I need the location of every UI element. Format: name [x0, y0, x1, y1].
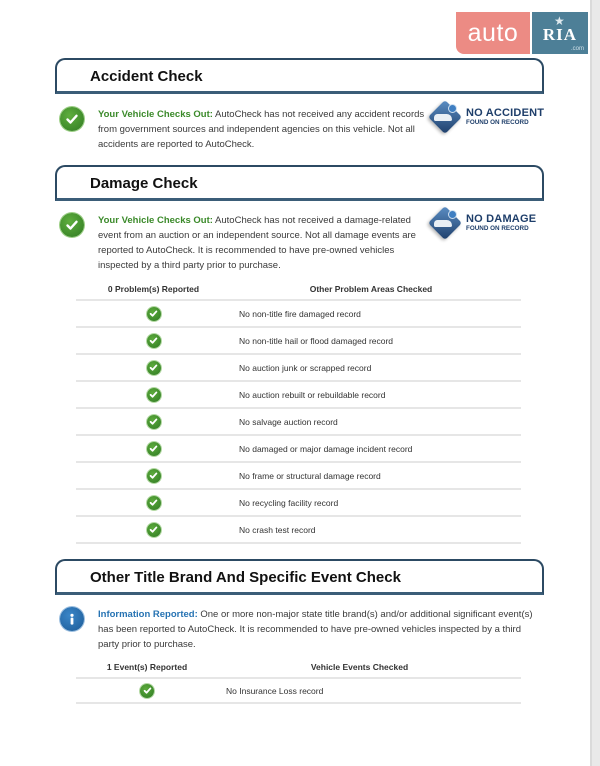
logo-ria-suffix: .com: [570, 46, 584, 52]
car-diamond-icon: [428, 100, 462, 134]
status-lead: Your Vehicle Checks Out:: [98, 109, 213, 120]
section-title: Damage Check: [90, 175, 198, 192]
status-lead: Your Vehicle Checks Out:: [98, 215, 213, 226]
row-label: No recycling facility record: [239, 497, 339, 508]
table-row: [76, 355, 521, 382]
no-damage-badge: [428, 206, 536, 240]
row-label: No Insurance Loss record: [226, 685, 324, 696]
damage-check-table: [76, 279, 521, 544]
section-title: Accident Check: [90, 68, 203, 85]
title-brand-check-header: [55, 559, 544, 595]
table-header: [76, 279, 521, 301]
row-label: No non-title fire damaged record: [239, 308, 361, 319]
check-circle-icon: [60, 213, 84, 237]
section-title: Other Title Brand And Specific Event Check: [90, 569, 401, 586]
car-diamond-icon: [428, 206, 462, 240]
row-label: No salvage auction record: [239, 416, 338, 427]
table-row: [76, 490, 521, 517]
summary-text: [98, 107, 428, 152]
summary-text: [98, 607, 538, 652]
column-header-reported: 1 Event(s) Reported: [106, 662, 188, 672]
badge-subtitle: FOUND ON RECORD: [466, 224, 529, 232]
table-row: [76, 409, 521, 436]
check-circle-icon: [60, 107, 84, 131]
check-circle-icon: [147, 307, 161, 321]
column-header-checked: Vehicle Events Checked: [310, 662, 409, 672]
table-row: [76, 679, 521, 704]
check-circle-icon: [147, 496, 161, 510]
check-circle-icon: [147, 334, 161, 348]
column-header-checked: Other Problem Areas Checked: [309, 284, 433, 294]
check-circle-icon: [147, 523, 161, 537]
status-body: AutoCheck has not received a damage-related event from an auction or an independent source. Not all damage events are reported to AutoCheck. It is recommended to have pre-owned vehicles inspected by a third party prior to purchase.: [98, 215, 416, 271]
logo-auto: auto: [456, 12, 530, 54]
row-label: No damaged or major damage incident record: [239, 443, 413, 454]
logo-ria-text: RIA: [542, 25, 578, 44]
accident-check-header: [55, 58, 544, 94]
table-header: [76, 657, 521, 679]
status-lead: Information Reported:: [98, 609, 198, 620]
table-row: [76, 517, 521, 544]
check-circle-icon: [147, 361, 161, 375]
badge-subtitle: FOUND ON RECORD: [466, 118, 529, 126]
table-body: [76, 301, 521, 544]
check-circle-icon: [147, 415, 161, 429]
row-label: No auction rebuilt or rebuildable record: [239, 389, 386, 400]
summary-text: [98, 213, 428, 273]
title-brand-check-summary: [60, 607, 540, 653]
damage-check-header: [55, 165, 544, 201]
table-row: [76, 382, 521, 409]
star-icon: ★: [554, 14, 565, 28]
badge-title: NO DAMAGE: [466, 212, 537, 225]
status-body: AutoCheck has not received any accident records from government sources and independent agencies on this vehicle. Not all accidents are reported to AutoCheck.: [98, 109, 425, 150]
row-label: No non-title hail or flood damaged record: [239, 335, 394, 346]
table-row: [76, 463, 521, 490]
column-header-reported: 0 Problem(s) Reported: [107, 284, 200, 294]
info-circle-icon: [60, 607, 84, 631]
badge-title: NO ACCIDENT: [466, 106, 545, 119]
row-label: No frame or structural damage record: [239, 470, 381, 481]
row-label: No auction junk or scrapped record: [239, 362, 372, 373]
check-circle-icon: [147, 442, 161, 456]
status-body: One or more non-major state title brand(s) and/or additional significant event(s) has been reported to AutoCheck. It is recommended to have pre-owned vehicles inspected by a third party prior to purchase.: [98, 609, 533, 650]
title-brand-check-table: [76, 657, 521, 704]
table-row: [76, 301, 521, 328]
scrollbar[interactable]: [590, 0, 600, 766]
check-circle-icon: [147, 388, 161, 402]
table-row: [76, 328, 521, 355]
table-row: [76, 436, 521, 463]
autoria-logo[interactable]: [456, 12, 588, 54]
table-body: [76, 679, 521, 704]
row-label: No crash test record: [239, 524, 316, 535]
logo-ria: [532, 12, 588, 54]
no-accident-badge: [428, 100, 544, 134]
check-circle-icon: [140, 684, 154, 698]
check-circle-icon: [147, 469, 161, 483]
